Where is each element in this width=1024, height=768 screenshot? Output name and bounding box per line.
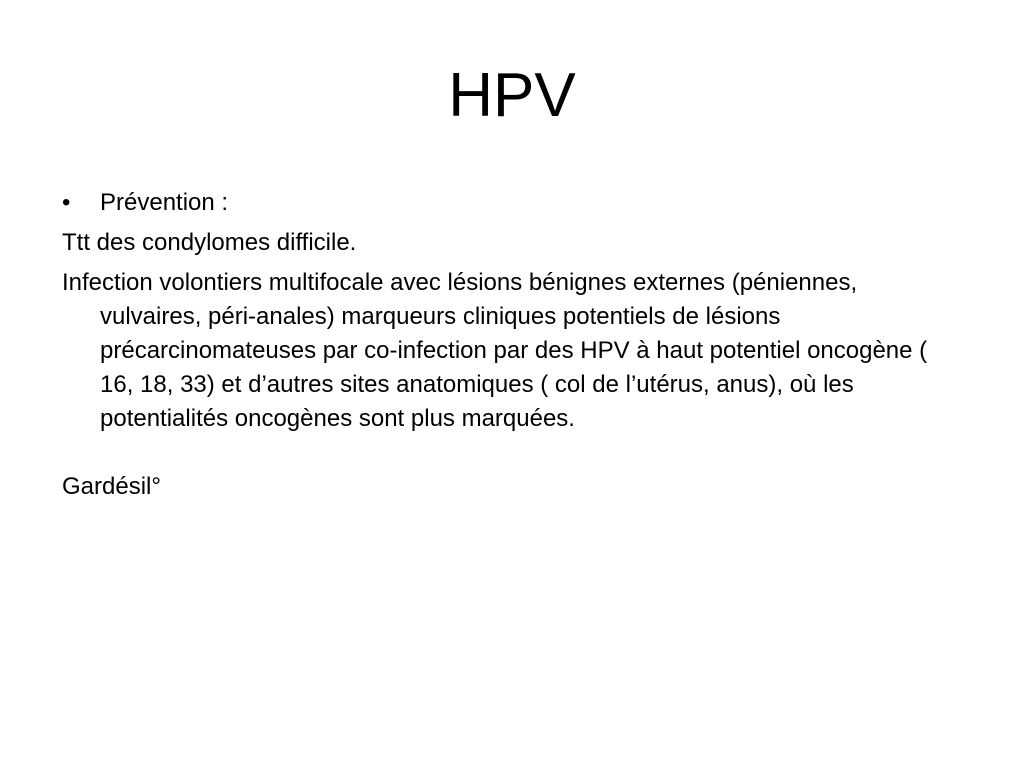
spacer	[62, 442, 962, 470]
slide-body	[62, 186, 962, 510]
body-line-condylomes: Ttt des condylomes difficile.	[62, 229, 357, 256]
bullet-item-prevention	[62, 186, 962, 220]
bullet-icon: •	[62, 189, 71, 216]
body-line-gardasil: Gardésil°	[62, 473, 161, 500]
slide-title: HPV	[448, 61, 576, 130]
body-paragraph-infection: Infection volontiers multifocale avec lésions bénignes externes (péniennes, vulvaires, péri-anales) marqueurs cliniques potentiels de lésions précarcinomateuses par co-infection par des HPV à haut potentiel oncogène ( 16, 18, 33) et d’autres sites anatomiques ( col de l’utérus, anus), où les potentialités oncogènes sont plus marquées.	[62, 269, 928, 432]
bullet-text: Prévention :	[100, 189, 229, 216]
